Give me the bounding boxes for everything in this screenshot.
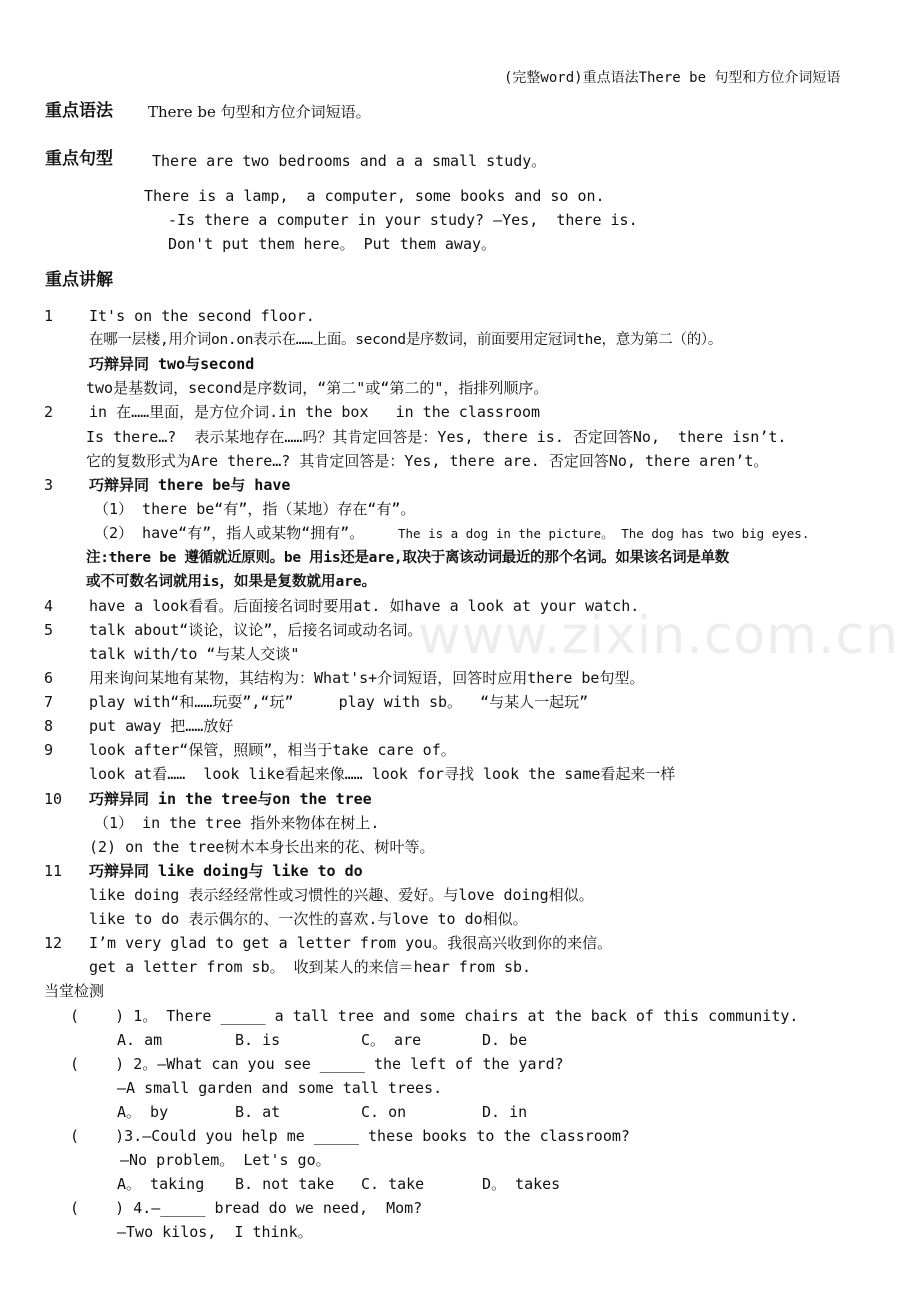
grammar-label: 重点语法 — [45, 101, 113, 121]
note-number: 6 — [44, 669, 54, 687]
option-b[interactable]: B. is — [235, 1031, 281, 1049]
note-line: like doing 表示经经常性或习惯性的兴趣、爱好。与love doing相似。 — [89, 886, 594, 904]
sentence-line: -Is there a computer in your study? —Yes, there is. — [168, 211, 638, 229]
sentence-line: Don't put them here。 Put them away。 — [168, 235, 497, 253]
option-a[interactable]: A。 taking — [117, 1175, 205, 1193]
note-rule: 注:there be 遵循就近原则。be 用is还是are,取决于离该动词最近的那个名词。如果该名词是单数 — [86, 550, 729, 566]
option-b[interactable]: B. not take — [235, 1175, 335, 1193]
note-number: 12 — [44, 934, 63, 952]
note-subheading: 巧辩异同 there be与 have — [89, 476, 291, 494]
note-rule: 或不可数名词就用is，如果是复数就用are。 — [86, 574, 377, 590]
note-line: play with“和……玩耍”,“玩” play with sb。 “与某人一起玩” — [89, 693, 589, 711]
question-prompt: ( ) 1。 There _____ a tall tree and some chairs at the back of this community. — [70, 1007, 799, 1025]
note-number: 11 — [44, 862, 63, 880]
note-line: talk with/to “与某人交谈" — [89, 645, 300, 663]
question-answer-line: —No problem。 Let's go。 — [120, 1151, 331, 1169]
note-subheading: 巧辩异同 like doing与 like to do — [89, 862, 363, 880]
note-subheading: 巧辩异同 two与second — [89, 355, 255, 373]
option-c[interactable]: C. on — [361, 1103, 407, 1121]
note-line: 用来询问某地有某物，其结构为：What's+介词短语，回答时应用there be句型。 — [89, 669, 645, 687]
note-line: （1） there be“有”，指（某地）存在“有”。 — [94, 500, 416, 518]
sentence-line: There are two bedrooms and a a small study。 — [152, 152, 547, 170]
note-number: 2 — [44, 403, 54, 421]
question-prompt: ( ) 4.—_____ bread do we need, Mom? — [70, 1199, 423, 1217]
option-c[interactable]: C. take — [361, 1175, 425, 1193]
sentences-label: 重点句型 — [45, 149, 113, 169]
note-line: look after“保管，照顾”，相当于take care of。 — [89, 741, 456, 759]
option-d[interactable]: D. in — [482, 1103, 528, 1121]
note-line: 在哪一层楼,用介词on.on表示在……上面。second是序数词，前面要用定冠词the，意为第二（的）。 — [89, 332, 723, 348]
option-d[interactable]: D。 takes — [482, 1175, 561, 1193]
note-line: get a letter from sb。 收到某人的来信＝hear from sb. — [89, 958, 532, 976]
test-label: 当堂检测 — [44, 982, 105, 1000]
note-example: The is a dog in the picture。 The dog has two big eyes. — [398, 526, 810, 541]
explain-label: 重点讲解 — [45, 270, 113, 290]
note-number: 7 — [44, 693, 54, 711]
note-line: （1） in the tree 指外来物体在树上. — [94, 814, 380, 832]
note-line: (2) on the tree树木本身长出来的花、树叶等。 — [89, 838, 435, 856]
watermark-text: www.zixin.com.cn — [418, 606, 899, 666]
sentence-line: There is a lamp, a computer, some books and so on. — [144, 187, 605, 205]
note-line: in 在……里面，是方位介词.in the box in the classroom — [89, 403, 541, 421]
note-line: （2） have“有”，指人或某物“拥有”。 — [94, 524, 365, 542]
question-prompt: ( ) 2。—What can you see _____ the left of the yard? — [70, 1055, 564, 1073]
note-line: Is there…? 表示某地存在……吗？其肯定回答是：Yes, there is. 否定回答No, there isn’t. — [86, 428, 787, 446]
note-number: 9 — [44, 741, 54, 759]
note-number: 3 — [44, 476, 54, 494]
note-number: 10 — [44, 790, 63, 808]
option-a[interactable]: A。 by — [117, 1103, 169, 1121]
note-line: like to do 表示偶尔的、一次性的喜欢.与love to do相似。 — [89, 910, 528, 928]
note-number: 5 — [44, 621, 54, 639]
note-line: two是基数词，second是序数词，“第二"或“第二的"，指排列顺序。 — [86, 379, 549, 397]
note-line: have a look看看。后面接名词时要用at. 如have a look at your watch. — [89, 597, 640, 615]
note-number: 8 — [44, 717, 54, 735]
note-subheading: 巧辩异同 in the tree与on the tree — [89, 790, 372, 808]
question-answer-line: —A small garden and some tall trees. — [117, 1079, 443, 1097]
grammar-text: There be 句型和方位介词短语。 — [148, 103, 371, 121]
note-number: 4 — [44, 597, 54, 615]
question-prompt: ( )3.—Could you help me _____ these books to the classroom? — [70, 1127, 630, 1145]
option-d[interactable]: D. be — [482, 1031, 528, 1049]
note-line: 它的复数形式为Are there…? 其肯定回答是：Yes, there are. 否定回答No, there aren’t。 — [86, 452, 769, 470]
note-line: look at看…… look like看起来像…… look for寻找 look the same看起来一样 — [89, 765, 676, 783]
option-a[interactable]: A. am — [117, 1031, 163, 1049]
note-line: talk about“谈论，议论”，后接名词或动名词。 — [89, 621, 423, 639]
option-b[interactable]: B. at — [235, 1103, 281, 1121]
note-line: put away 把……放好 — [89, 717, 234, 735]
note-number: 1 — [44, 307, 54, 325]
running-header: (完整word)重点语法There be 句型和方位介词短语 — [504, 70, 841, 86]
note-line: I’m very glad to get a letter from you。我很高兴收到你的来信。 — [89, 934, 613, 952]
option-c[interactable]: C。 are — [361, 1031, 422, 1049]
question-answer-line: —Two kilos, I think。 — [117, 1223, 313, 1241]
note-line: It's on the second floor. — [89, 307, 315, 325]
